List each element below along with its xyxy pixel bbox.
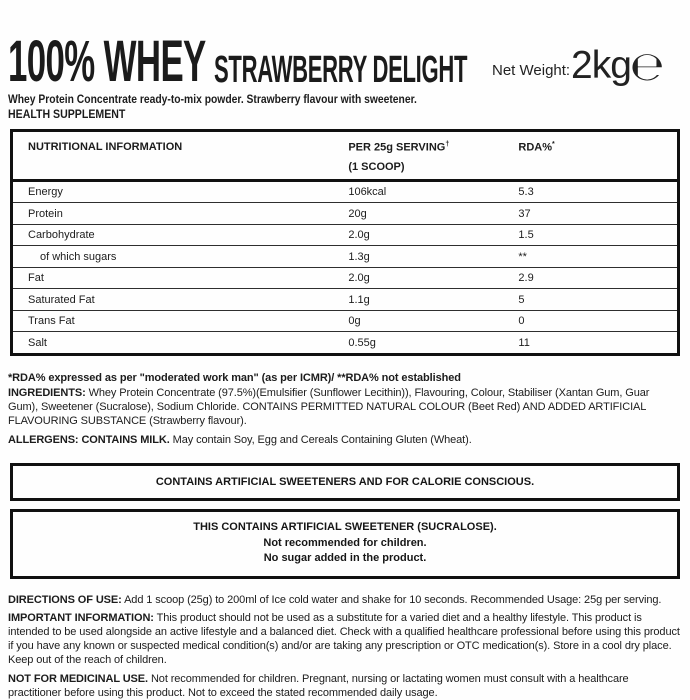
medicinal-use-label: NOT FOR MEDICINAL USE.	[8, 672, 148, 685]
col-nutrient-header	[12, 131, 349, 181]
directions-paragraph	[0, 593, 690, 607]
sweetener-notice-text: CONTAINS ARTIFICIAL SWEETENERS AND FOR CALORIE CONSCIOUS.	[155, 475, 535, 488]
rda-cell: 11	[518, 332, 678, 355]
directions-label: DIRECTIONS OF USE:	[8, 593, 122, 606]
medicinal-use-paragraph	[0, 672, 690, 700]
net-weight-label: Net Weight:	[492, 62, 571, 79]
rda-cell: 37	[518, 203, 678, 225]
rda-cell: **	[518, 246, 678, 268]
rda-cell: 2.9	[518, 267, 678, 289]
directions-text: Add 1 scoop (25g) to 200ml of Ice cold water and shake for 10 seconds. Recommended Usage: 25g per serving.	[121, 593, 662, 606]
rda-cell: 1.5	[518, 224, 678, 246]
ingredients-label: INGREDIENTS:	[8, 386, 86, 399]
important-info-paragraph	[0, 611, 690, 667]
table-row	[12, 203, 679, 225]
serving-header-line: PER 25g SERVING†	[348, 141, 450, 154]
supplement-type: HEALTH SUPPLEMENT	[8, 109, 126, 121]
dagger-symbol: †	[445, 141, 450, 148]
rda-footnote: *RDA% expressed as per "moderated work man" (as per ICMR)/ **RDA% not established	[8, 371, 461, 384]
nutrient-cell: Protein	[12, 203, 349, 225]
sucralose-notice-line-3: No sugar added in the product.	[263, 552, 427, 565]
ingredients-paragraph	[0, 386, 690, 428]
table-row	[12, 180, 679, 203]
product-subtitle: Whey Protein Concentrate ready-to-mix powder. Strawberry flavour with sweetener.	[8, 92, 417, 106]
sucralose-notice-line-1: THIS CONTAINS ARTIFICIAL SWEETENER (SUCRALOSE).	[193, 521, 497, 534]
brand-title: 100% WHEY	[8, 29, 206, 94]
nutrient-cell: Energy	[28, 186, 63, 199]
medicinal-use-text: Not recommended for children. Pregnant, nursing or lactating women must consult with a healthcare practitioner before using this product. Not to exceed the stated recommended daily usage.	[8, 672, 629, 699]
sucralose-notice-line-2: Not recommended for children.	[263, 536, 427, 549]
allergens-text: May contain Soy, Egg and Cereals Containing Gluten (Wheat).	[169, 433, 472, 446]
nutrient-cell: Salt	[12, 332, 349, 355]
serving-cell: 0g	[348, 310, 518, 332]
table-header-row	[12, 131, 679, 181]
serving-cell: 106kcal	[348, 186, 387, 199]
rda-cell: 5	[518, 289, 678, 311]
col-serving-header	[348, 131, 518, 181]
nutrient-cell: of which sugars	[12, 246, 349, 268]
flavour-title: STRAWBERRY DELIGHT	[214, 49, 468, 91]
table-row	[12, 310, 679, 332]
net-weight-value: 2kg	[571, 44, 631, 87]
asterisk-symbol: *	[552, 141, 555, 148]
important-info-label: IMPORTANT INFORMATION:	[8, 611, 154, 624]
rda-cell: 0	[518, 310, 678, 332]
table-row	[12, 332, 679, 355]
table-row	[12, 224, 679, 246]
nutrient-cell: Trans Fat	[12, 310, 349, 332]
table-row	[12, 246, 679, 268]
nutrient-cell: Fat	[12, 267, 349, 289]
nutrition-table	[10, 129, 680, 356]
nutrient-header-label: NUTRITIONAL INFORMATION	[28, 141, 183, 153]
label-header	[0, 0, 690, 129]
serving-cell: 1.3g	[348, 246, 518, 268]
col-rda-header	[518, 131, 678, 181]
serving-cell: 20g	[348, 203, 518, 225]
serving-cell: 2.0g	[348, 224, 518, 246]
table-row	[12, 267, 679, 289]
rda-header-label: RDA%	[518, 141, 553, 154]
ingredients-text: Whey Protein Concentrate (97.5%)(Emulsifier (Sunflower Lecithin)), Flavouring, Colour, Stabiliser (Xantan Gum, Guar Gum), Sweetener (Sucralose), Sodium Chloride. CONTAINS PERMITTED NATURAL COLOUR (Beet Red) AND ADDED ARTIFICIAL FLAVOURING SUBSTANCE (Strawberry flavour).	[8, 386, 650, 427]
important-info-text: This product should not be used as a substitute for a varied diet and a healthy lifestyle. This product is intended to be used alongside an active lifestyle and a balanced diet. Check with a qualified healthcare professional before using this product if you have any known or suspected medical condition(s) and/or are taking any prescription or OTC medication(s). Store in a cool dry place. Keep out of the reach of children.	[8, 611, 680, 666]
nutrient-cell: Saturated Fat	[12, 289, 349, 311]
table-row	[12, 289, 679, 311]
serving-subline: (1 SCOOP)	[348, 160, 405, 173]
serving-cell: 0.55g	[348, 332, 518, 355]
sweetener-notice-box	[10, 463, 680, 502]
allergens-paragraph	[0, 433, 690, 447]
serving-cell: 2.0g	[348, 267, 518, 289]
nutrient-cell: Carbohydrate	[12, 224, 349, 246]
serving-cell: 1.1g	[348, 289, 518, 311]
rda-cell: 5.3	[518, 186, 534, 199]
allergens-label: ALLERGENS: CONTAINS MILK.	[8, 433, 170, 446]
sucralose-notice-box	[10, 509, 680, 579]
estimated-sign: ℮	[630, 44, 665, 90]
